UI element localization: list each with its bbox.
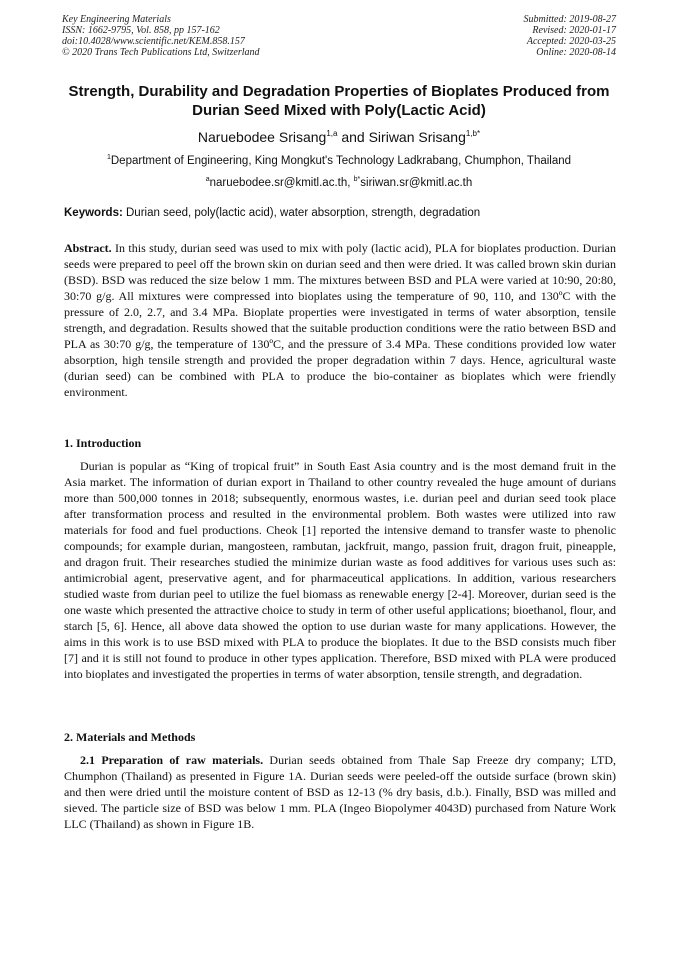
- keywords: [64, 206, 616, 221]
- email-b: siriwan.sr@kmitl.ac.th: [360, 177, 473, 189]
- introduction-paragraph: Durian is popular as “King of tropical fruit” in South East Asia country and is the most demand fruit in the Asia market. The information of durian export in Thailand to other country revealed the huge amount of durians more than 500,000 tonnes in 2018; subsequently, enormous wastes, i.e. durian peel and durian seed took place after transformation process and resulted in the environmental problem. Both wastes were utilized into raw materials for food and fuel productions. Cheok [1] reported the intensive demand to transfer waste to phenolic compounds; for example durian, mangosteen, rambutan, jackfruit, mango, passion fruit, dragon fruit, pineapple, and dragon fruit. Their researches studied the minimize durian waste as food additives for various uses such as: antimicrobial agent, preservative agent, and for pharmaceutical applications. In addition, various researchers studied waste from durian peel to utilize the fuel biomass as renewable energy [2-4]. Moreover, durian seed is the one waste which presented the attractive choice to study in term of other useful applications; bioethanol, flour, and starch [5, 6]. Hence, all above data showed the option to use durian waste for many applications. However, the aims in this work is to use BSD mixed with PLA to produce the bioplates. It due to the BSD consists much fiber [7] and it is still not found to produce in other types application. Therefore, BSD mixed with PLA were produced into bioplates and investigated the properties in terms of water absorption, tensile strength, and degradation.: [64, 459, 616, 681]
- author-list: [50, 125, 628, 146]
- abstract-label: Abstract.: [64, 241, 112, 255]
- author-emails: [50, 172, 628, 191]
- date-online: Online: 2020-08-14: [536, 47, 616, 58]
- date-submitted: Submitted: 2019-08-27: [523, 14, 616, 25]
- materials-text: Durian seeds obtained from Thale Sap Freeze dry company; LTD, Chumphon (Thailand) as presented in Figure 1A. Durian seeds were peeled-off the outside surface (brown skin) and then were dried until the moisture content of BSD as 12-13 (% dry basis, d.b.). Finally, BSD was milled and sieved. The particle size of BSD was below 1 mm. PLA (Ingeo Biopolymer 4043D) purchased from Nature Work LLC (Thailand) as shown in Figure 1B.: [64, 753, 616, 831]
- journal-name: Key Engineering Materials: [62, 14, 171, 25]
- author-1: Naruebodee Srisang: [197, 129, 327, 145]
- section-heading-introduction: 1. Introduction: [64, 436, 142, 450]
- affiliation: [50, 150, 628, 169]
- dates-header: [524, 14, 617, 58]
- email-a: naruebodee.sr@kmitl.ac.th,: [209, 177, 354, 189]
- materials-paragraph: [64, 752, 616, 832]
- date-revised: Revised: 2020-01-17: [532, 25, 616, 36]
- abstract: [64, 240, 616, 400]
- keywords-label: Keywords:: [64, 207, 123, 219]
- paper-title: Strength, Durability and Degradation Properties of Bioplates Produced from Durian Seed Mixed with Poly(Lactic Acid): [68, 83, 610, 119]
- author-1-affil: 1,a: [326, 129, 338, 138]
- journal-copyright: © 2020 Trans Tech Publications Ltd, Switzerland: [62, 47, 260, 58]
- author-conjunction: and: [337, 129, 369, 145]
- affiliation-marker: 1: [106, 154, 111, 161]
- keywords-text: Durian seed, poly(lactic acid), water absorption, strength, degradation: [122, 207, 481, 219]
- abstract-text: In this study, durian seed was used to mix with poly (lactic acid), PLA for bioplates production. Durian seeds were prepared to peel off the brown skin on durian seed and then were dried. It was called brown skin durian (BSD). BSD was reduced the size below 1 mm. The mixtures between BSD and PLA were varied at 10:90, 20:80, 30:70 g/g. All mixtures were compressed into bioplates using the temperature of 90, 110, and 130ºC with the pressure of 2.0, 2.7, and 3.4 MPa. Bioplate properties were investigated in terms of water absorption, tensile strength, and degradation. Results showed that the suitable production conditions were the ratio between BSD and PLA as 30:70 g/g, the temperature of 130ºC, and the pressure of 3.4 MPa. These conditions provided low water absorption, high tensile strength and provided the proper degradation within 7 days. Hence, agricultural waste (durian seed) can be combined with PLA to produce the bio-container as bioplates which were friendly environment.: [64, 241, 616, 399]
- section-heading-materials: 2. Materials and Methods: [64, 730, 196, 744]
- journal-header: [62, 14, 260, 58]
- date-accepted: Accepted: 2020-03-25: [526, 36, 616, 47]
- email-a-marker: a: [205, 176, 210, 183]
- journal-doi: doi:10.4028/www.scientific.net/KEM.858.157: [62, 36, 245, 47]
- author-2: Siriwan Srisang: [368, 129, 466, 145]
- affiliation-text: Department of Engineering, King Mongkut's Technology Ladkrabang, Chumphon, Thailand: [110, 155, 572, 167]
- email-b-marker: b*: [353, 176, 361, 183]
- author-2-affil: 1,b*: [465, 129, 481, 138]
- journal-issn: ISSN: 1662-9795, Vol. 858, pp 157-162: [62, 25, 220, 36]
- subsection-heading-preparation: 2.1 Preparation of raw materials.: [80, 753, 264, 767]
